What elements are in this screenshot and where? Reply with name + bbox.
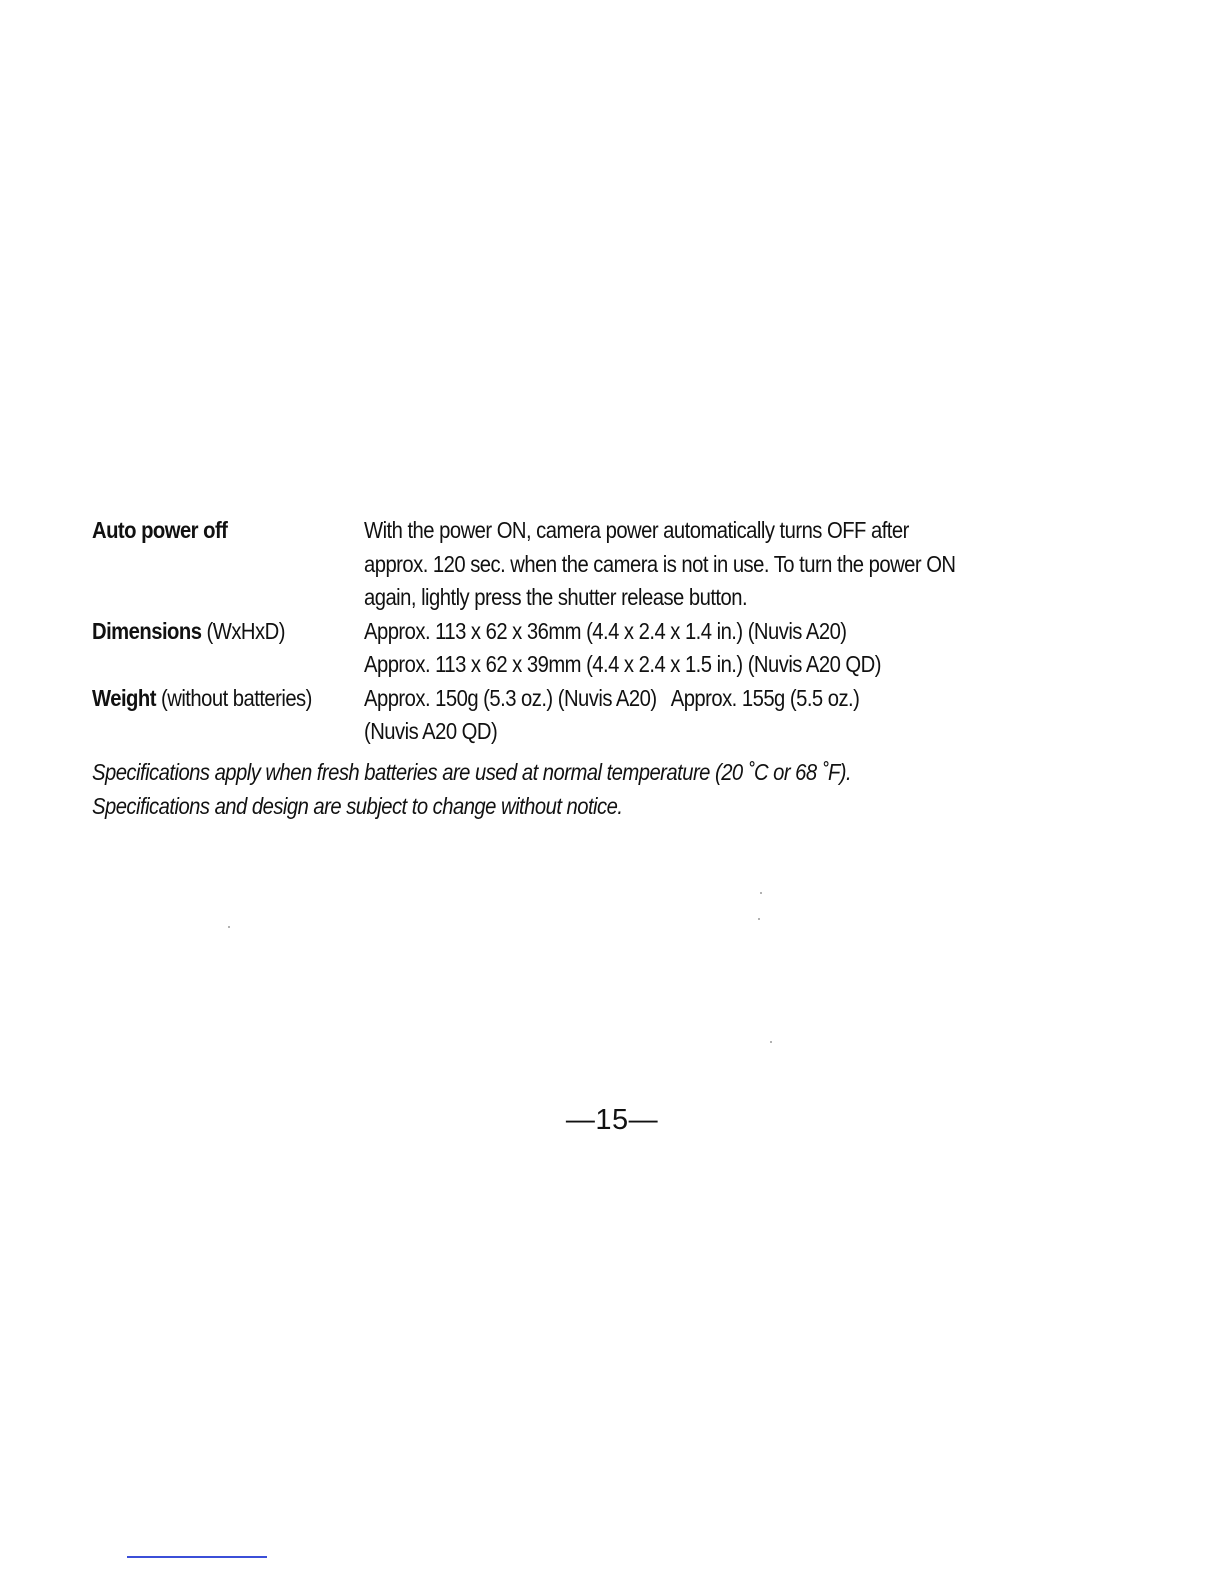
note-line: Specifications apply when fresh batteries are used at normal temperature (20 ˚C or 68 ˚F). — [92, 759, 852, 785]
scan-speck — [758, 918, 760, 920]
note-line: Specifications and design are subject to change without notice. — [92, 792, 623, 819]
spec-label — [92, 514, 331, 615]
page-number: —15— — [565, 1104, 659, 1136]
spec-value — [364, 682, 1132, 749]
spec-value-line: Approx. 150g (5.3 oz.) (Nuvis A20) Approx. 155g (5.5 oz.) — [364, 684, 860, 711]
spec-term: Auto power off — [92, 517, 228, 543]
spec-row-dimensions — [92, 615, 1132, 682]
spec-value — [364, 514, 1132, 615]
spec-value-line: Approx. 113 x 62 x 39mm (4.4 x 2.4 x 1.5 in.) (Nuvis A20 QD) — [364, 651, 881, 677]
specifications-table — [92, 514, 1132, 749]
spec-row-weight — [92, 682, 1132, 749]
scan-speck — [770, 1041, 772, 1043]
spec-value-line: again, lightly press the shutter release button. — [364, 584, 748, 610]
spec-qualifier: (without batteries) — [155, 684, 312, 711]
scan-speck — [760, 892, 762, 894]
scan-speck — [228, 926, 230, 928]
spec-value-line: (Nuvis A20 QD) — [364, 718, 498, 744]
spec-value — [364, 615, 1132, 682]
spec-row-auto-power-off — [92, 514, 1132, 615]
spec-label — [92, 682, 331, 749]
spec-value-line: Approx. 113 x 62 x 36mm (4.4 x 2.4 x 1.4 in.) (Nuvis A20) — [364, 617, 847, 644]
spec-value-line: approx. 120 sec. when the camera is not in use. To turn the power ON — [364, 550, 956, 577]
spec-term: Dimensions — [92, 617, 202, 644]
spec-qualifier: (WxHxD) — [201, 617, 285, 644]
specification-notes — [92, 756, 1132, 823]
spec-value-line: With the power ON, camera power automatically turns OFF after — [364, 517, 909, 543]
spec-term: Weight — [92, 684, 156, 711]
spec-label — [92, 615, 331, 682]
bottom-rule — [127, 1556, 267, 1558]
